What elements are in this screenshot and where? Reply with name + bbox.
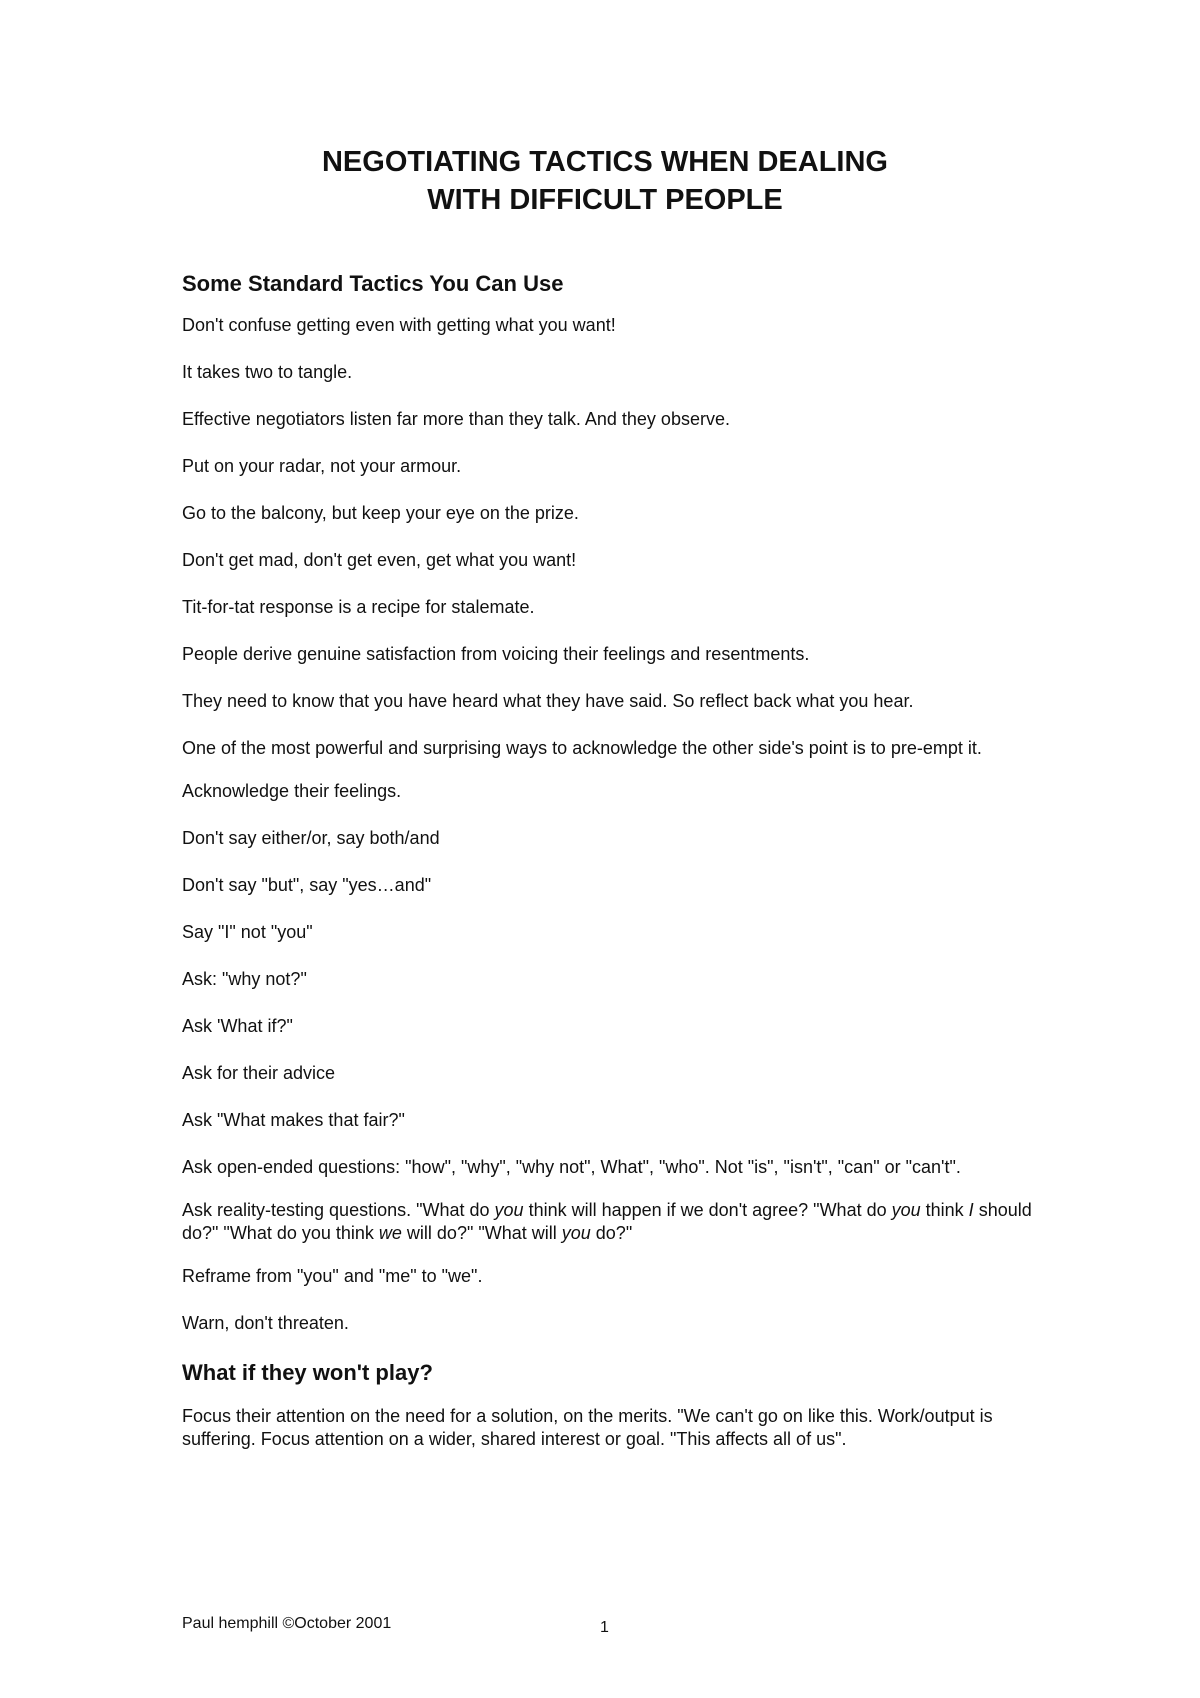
footer-page-number: 1 — [600, 1619, 609, 1636]
tactic-item: Don't confuse getting even with getting what you want! — [182, 315, 616, 335]
footer-author: Paul hemphill ©October 2001 — [182, 1615, 392, 1632]
tactic-item: Tit-for-tat response is a recipe for stalemate. — [182, 597, 535, 617]
tactic-item: People derive genuine satisfaction from voicing their feelings and resentments. — [182, 644, 810, 664]
section-heading-wont-play: What if they won't play? — [182, 1360, 433, 1385]
tactic-item: Ask open-ended questions: "how", "why", "why not", What", "who". Not "is", "isn't", "can" or "can't". — [182, 1157, 961, 1177]
tactic-item: Effective negotiators listen far more than they talk. And they observe. — [182, 409, 730, 429]
reality-emphasis: you — [561, 1223, 591, 1243]
tactic-item: Don't say either/or, say both/and — [182, 828, 440, 848]
page-title — [0, 143, 1200, 219]
tactic-item: Say "I" not "you" — [182, 922, 313, 942]
tactic-item: It takes two to tangle. — [182, 362, 353, 382]
page-title-line-2: WITH DIFFICULT PEOPLE — [427, 184, 783, 216]
reality-text: should do?" "What do you think — [182, 1200, 1032, 1243]
reality-emphasis: you — [494, 1200, 524, 1220]
reality-text: will do?" "What will — [401, 1223, 562, 1243]
document-body — [182, 270, 1032, 1475]
page-title-line-1: NEGOTIATING TACTICS WHEN DEALING — [321, 146, 888, 178]
tactic-item: Ask: "why not?" — [182, 969, 307, 989]
section-heading-standard-tactics: Some Standard Tactics You Can Use — [182, 271, 564, 296]
tactic-item: Don't get mad, don't get even, get what you want! — [182, 550, 577, 570]
tactic-item: Warn, don't threaten. — [182, 1313, 349, 1333]
tactic-item-reality-testing — [182, 1199, 1032, 1245]
tactic-item: They need to know that you have heard what they have said. So reflect back what you hear. — [182, 691, 914, 711]
tactic-item: Acknowledge their feelings. — [182, 781, 402, 801]
section-paragraph: Focus their attention on the need for a solution, on the merits. "We can't go on like this. Work/output is suffering. Focus attention on a wider, shared interest or goal. "This affects all of us". — [182, 1406, 993, 1449]
reality-emphasis: you — [891, 1200, 921, 1220]
tactic-item: Go to the balcony, but keep your eye on the prize. — [182, 503, 579, 523]
reality-emphasis: I — [968, 1200, 974, 1220]
reality-emphasis: we — [378, 1223, 402, 1243]
tactic-item: Put on your radar, not your armour. — [182, 456, 462, 476]
tactic-item: One of the most powerful and surprising ways to acknowledge the other side's point is to pre-empt it. — [182, 738, 982, 758]
reality-text: think — [920, 1200, 969, 1220]
tactic-item: Ask 'What if?" — [182, 1016, 293, 1036]
tactic-item: Reframe from "you" and "me" to "we". — [182, 1266, 483, 1286]
reality-text: think will happen if we don't agree? "What do — [523, 1200, 892, 1220]
reality-text: Ask reality-testing questions. "What do — [182, 1200, 495, 1220]
tactic-item: Ask for their advice — [182, 1063, 336, 1083]
tactic-item: Don't say "but", say "yes…and" — [182, 875, 432, 895]
tactic-item: Ask "What makes that fair?" — [182, 1110, 405, 1130]
reality-text: do?" — [590, 1223, 633, 1243]
